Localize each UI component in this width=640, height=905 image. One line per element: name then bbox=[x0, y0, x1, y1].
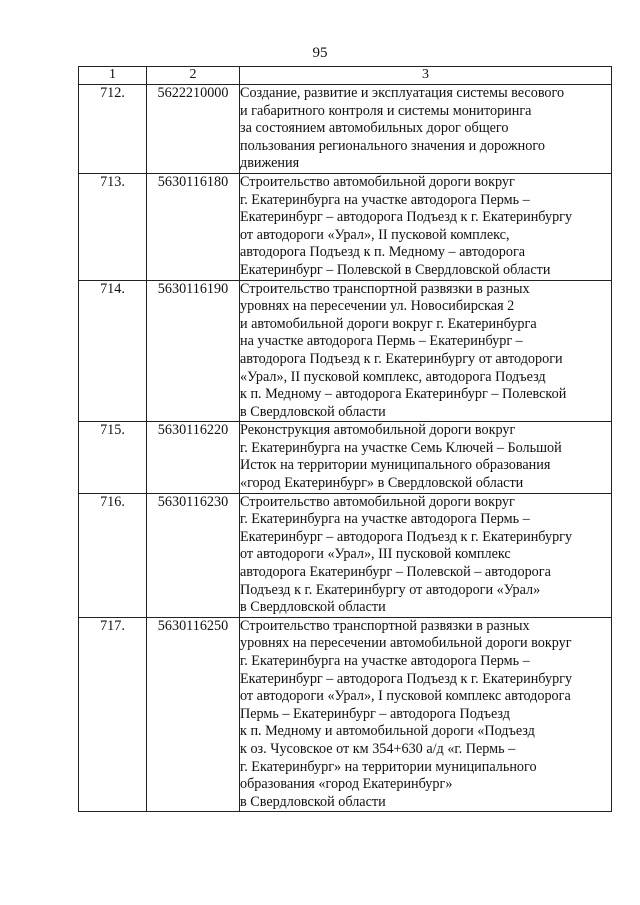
table-row bbox=[79, 422, 612, 493]
description-line: Создание, развитие и эксплуатация системы весового bbox=[240, 85, 565, 101]
description-line: г. Екатеринбурга на участке автодорога Пермь – bbox=[240, 653, 530, 669]
description-line: в Свердловской области bbox=[240, 793, 386, 810]
description-line: г. Екатеринбурга на участке Семь Ключей – Большой bbox=[240, 439, 562, 456]
row-description bbox=[240, 85, 612, 174]
description-line: к п. Медному и автомобильной дороги «Подъезд bbox=[240, 723, 535, 740]
description-line: образования «город Екатеринбург» bbox=[240, 776, 453, 793]
header-col-3: 3 bbox=[240, 67, 612, 85]
description-line: автодорога Подъезд к г. Екатеринбургу от автодороги bbox=[240, 350, 563, 367]
description-line: от автодороги «Урал», II пусковой комплекс, bbox=[240, 226, 510, 243]
description-line: «город Екатеринбург» в Свердловской области bbox=[240, 475, 524, 492]
table-row bbox=[79, 493, 612, 617]
page-number: 95 bbox=[312, 45, 328, 61]
description-line: Строительство автомобильной дороги вокруг bbox=[240, 173, 515, 190]
description-line: к п. Медному – автодорога Екатеринбург – Полевской bbox=[240, 386, 567, 403]
description-line: автодорога Подъезд к п. Медному – автодорога bbox=[240, 244, 526, 261]
description-line: Пермь – Екатеринбург – автодорога Подъезд bbox=[240, 705, 511, 722]
description-line: Строительство транспортной развязки в разных bbox=[240, 280, 530, 297]
description-line: уровнях на пересечении автомобильной дороги вокруг bbox=[240, 635, 572, 652]
header-col-1: 1 bbox=[79, 67, 147, 85]
row-number: 714. bbox=[79, 280, 147, 422]
row-description bbox=[240, 617, 612, 812]
description-line: за состоянием автомобильных дорог общего bbox=[240, 120, 509, 137]
description-line: «Урал», II пусковой комплекс, автодорога Подъезд bbox=[240, 368, 546, 385]
row-code: 5630116250 bbox=[147, 617, 240, 812]
description-line: движения bbox=[240, 155, 300, 172]
row-description bbox=[240, 493, 612, 617]
row-code: 5630116180 bbox=[147, 173, 240, 280]
description-line: г. Екатеринбурга на участке автодорога Пермь – bbox=[240, 191, 530, 208]
row-description bbox=[240, 173, 612, 280]
description-line: Строительство транспортной развязки в разных bbox=[240, 617, 530, 634]
description-line: Екатеринбург – автодорога Подъезд к г. Екатеринбургу bbox=[240, 209, 573, 226]
description-line: уровнях на пересечении ул. Новосибирская 2 bbox=[240, 298, 515, 315]
row-description bbox=[240, 280, 612, 422]
header-col-2: 2 bbox=[147, 67, 240, 85]
row-code: 5630116190 bbox=[147, 280, 240, 422]
row-number: 712. bbox=[79, 85, 147, 174]
description-line: пользования регионального значения и дорожного bbox=[240, 137, 545, 154]
row-number: 715. bbox=[79, 422, 147, 493]
table-row bbox=[79, 173, 612, 280]
description-line: от автодороги «Урал», III пусковой комплекс bbox=[240, 546, 511, 563]
description-line: от автодороги «Урал», I пусковой комплекс автодорога bbox=[240, 688, 571, 705]
row-code: 5622210000 bbox=[147, 85, 240, 174]
description-line: Подъезд к г. Екатеринбургу от автодороги «Урал» bbox=[240, 581, 541, 598]
header-row bbox=[79, 67, 612, 85]
row-number: 717. bbox=[79, 617, 147, 812]
row-number: 713. bbox=[79, 173, 147, 280]
description-line: в Свердловской области bbox=[240, 403, 386, 420]
table-row bbox=[79, 280, 612, 422]
description-line: Исток на территории муниципального образования bbox=[240, 457, 551, 474]
table-header bbox=[79, 67, 612, 85]
description-line: Строительство автомобильной дороги вокруг bbox=[240, 493, 515, 510]
row-description bbox=[240, 422, 612, 493]
description-line: на участке автодорога Пермь – Екатеринбург – bbox=[240, 333, 523, 350]
row-code: 5630116230 bbox=[147, 493, 240, 617]
description-line: Екатеринбург – автодорога Подъезд к г. Екатеринбургу bbox=[240, 670, 573, 687]
row-number: 716. bbox=[79, 493, 147, 617]
description-line: и автомобильной дороги вокруг г. Екатеринбурга bbox=[240, 315, 537, 332]
description-line: Реконструкция автомобильной дороги вокруг bbox=[240, 422, 516, 439]
description-line: к оз. Чусовское от км 354+630 а/д «г. Пермь – bbox=[240, 740, 516, 757]
description-line: Екатеринбург – Полевской в Свердловской области bbox=[240, 261, 551, 278]
description-line: г. Екатеринбург» на территории муниципального bbox=[240, 758, 537, 775]
table-body bbox=[79, 85, 612, 812]
table-row bbox=[79, 617, 612, 812]
description-line: автодорога Екатеринбург – Полевской – автодорога bbox=[240, 564, 551, 581]
row-code: 5630116220 bbox=[147, 422, 240, 493]
document-table bbox=[78, 66, 612, 812]
description-line: г. Екатеринбурга на участке автодорога Пермь – bbox=[240, 511, 530, 528]
description-line: в Свердловской области bbox=[240, 599, 386, 616]
description-line: и габаритного контроля и системы мониторинга bbox=[240, 102, 532, 119]
table-row bbox=[79, 85, 612, 174]
description-line: Екатеринбург – автодорога Подъезд к г. Екатеринбургу bbox=[240, 528, 573, 545]
